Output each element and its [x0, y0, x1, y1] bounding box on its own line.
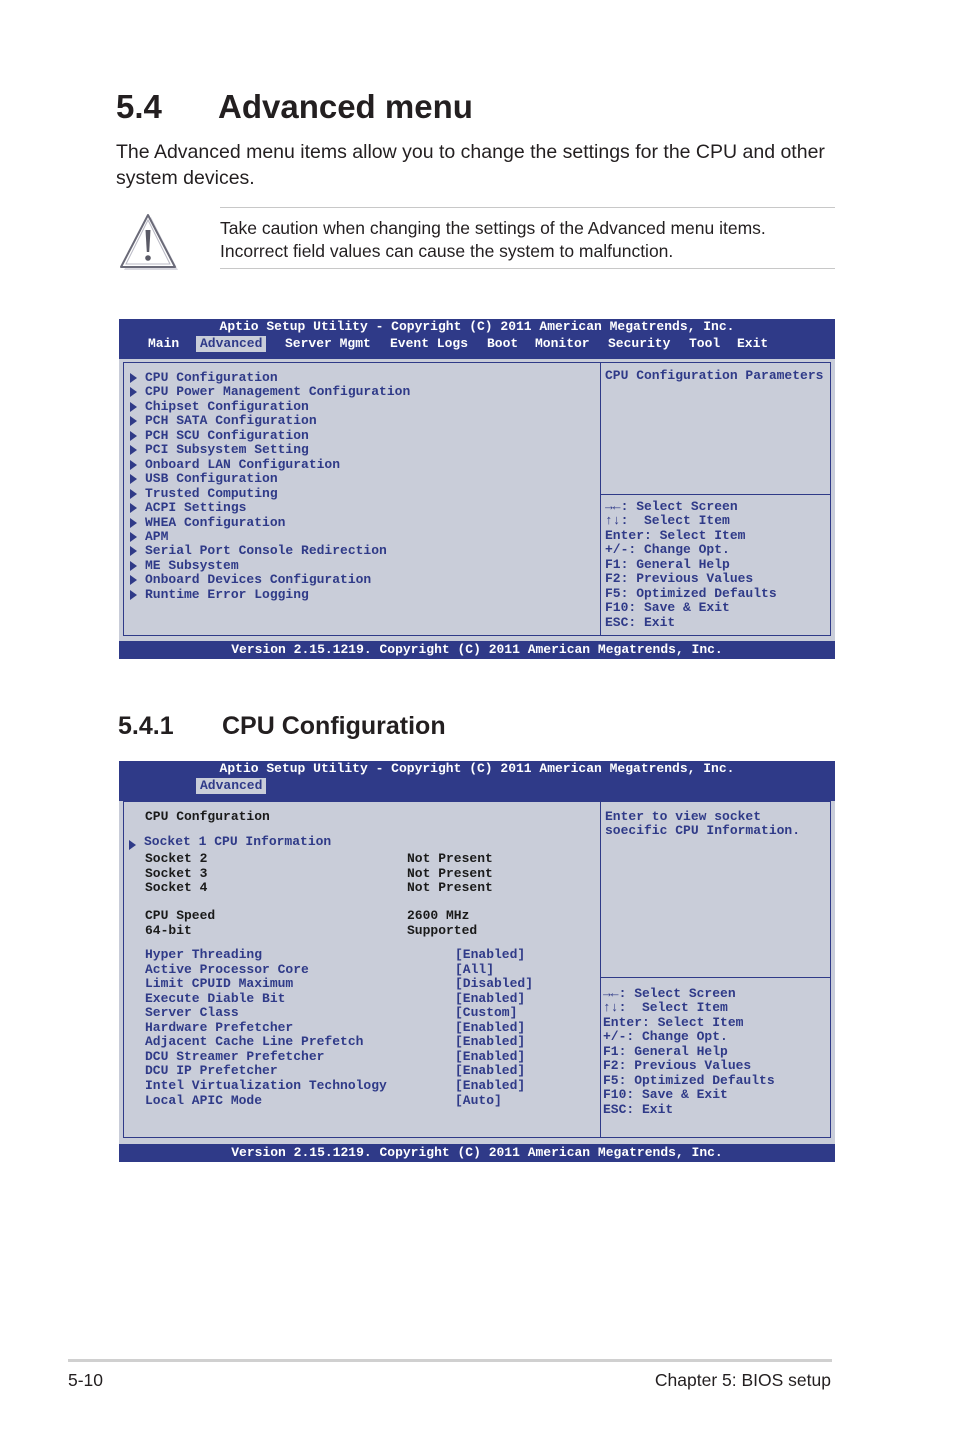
submenu-arrow-icon — [130, 402, 137, 412]
section-number: 5.4 — [116, 88, 162, 125]
menu-item-onboard-devices-configuration[interactable]: Onboard Devices Configuration — [145, 572, 372, 588]
key-hint: →←: Select Screen — [603, 986, 736, 1001]
setting-value-hardware-prefetcher[interactable]: [Enabled] — [455, 1019, 526, 1035]
menu-item-pci-subsystem-setting[interactable]: PCI Subsystem Setting — [145, 442, 309, 458]
bios-help-panel — [600, 362, 831, 495]
key-hint: ↑↓: Select Item — [603, 1000, 728, 1016]
submenu-arrow-icon — [129, 840, 136, 850]
tab-security[interactable]: Security — [608, 336, 671, 351]
bios-footer: Version 2.15.1219. Copyright (C) 2011 American Megatrends, Inc. — [119, 1144, 835, 1162]
setting-hardware-prefetcher[interactable]: Hardware Prefetcher — [145, 1019, 294, 1035]
menu-item-trusted-computing[interactable]: Trusted Computing — [145, 485, 278, 501]
menu-item-acpi-settings[interactable]: ACPI Settings — [145, 500, 247, 516]
submenu-arrow-icon — [130, 590, 137, 600]
tab-monitor[interactable]: Monitor — [535, 336, 590, 351]
setting-value-local-apic-mode[interactable]: [Auto] — [455, 1092, 502, 1108]
bios-help-text: Enter to view socket soecific CPU Information. — [605, 809, 801, 838]
key-hint: ↑↓: Select Item — [605, 513, 730, 529]
key-hint: +/-: Change Opt. — [603, 1029, 728, 1045]
socket-1-cpu-info-link[interactable]: Socket 1 CPU Information — [144, 834, 332, 849]
setting-limit-cpuid-maximum[interactable]: Limit CPUID Maximum — [145, 976, 294, 992]
subsection-number: 5.4.1 — [118, 712, 174, 740]
info-label-cpu-speed: CPU Speed — [145, 908, 216, 923]
submenu-arrow-icon — [130, 460, 137, 470]
page-number: 5-10 — [68, 1370, 104, 1390]
info-value-64-bit: Supported — [407, 922, 478, 938]
menu-item-runtime-error-logging[interactable]: Runtime Error Logging — [145, 586, 309, 602]
info-label-socket-2: Socket 2 — [145, 851, 208, 866]
menu-item-cpu-power-management-configuration[interactable]: CPU Power Management Configuration — [145, 384, 411, 400]
cpu-config-heading: CPU Confguration — [145, 809, 270, 824]
warning-triangle-icon — [118, 212, 180, 274]
bios-cpu-config-screen — [119, 761, 835, 1162]
submenu-arrow-icon — [130, 575, 137, 585]
submenu-arrow-icon — [130, 387, 137, 397]
setting-server-class[interactable]: Server Class — [145, 1005, 239, 1021]
menu-item-chipset-configuration[interactable]: Chipset Configuration — [145, 398, 309, 414]
key-hint: Enter: Select Item — [605, 527, 746, 543]
section-heading — [116, 88, 473, 126]
caution-text: Take caution when changing the settings of the Advanced menu items. Incorrect field values can cause the system to malfunction. — [220, 207, 835, 269]
setting-value-adjacent-cache-line-prefetch[interactable]: [Enabled] — [455, 1034, 526, 1050]
tab-advanced[interactable]: Advanced — [196, 778, 266, 794]
info-label-socket-3: Socket 3 — [145, 865, 208, 881]
menu-item-serial-port-console-redirection[interactable]: Serial Port Console Redirection — [145, 543, 387, 559]
setting-active-processor-core[interactable]: Active Processor Core — [145, 961, 309, 977]
key-hint: ESC: Exit — [605, 614, 676, 630]
bios-footer: Version 2.15.1219. Copyright (C) 2011 American Megatrends, Inc. — [119, 641, 835, 659]
chapter-label: Chapter 5: BIOS setup — [654, 1370, 831, 1390]
bios-keys-panel — [600, 977, 831, 1138]
key-hint: F2: Previous Values — [603, 1058, 752, 1074]
setting-value-dcu-streamer-prefetcher[interactable]: [Enabled] — [455, 1048, 526, 1064]
key-hint: Enter: Select Item — [603, 1014, 744, 1030]
submenu-arrow-icon — [130, 474, 137, 484]
submenu-arrow-icon — [130, 518, 137, 528]
submenu-arrow-icon — [130, 561, 137, 571]
subsection-heading — [118, 712, 446, 741]
tab-tool[interactable]: Tool — [689, 336, 721, 351]
bios-title-bar — [119, 761, 835, 801]
key-hint: →←: Select Screen — [605, 499, 738, 514]
footer-divider — [68, 1359, 832, 1362]
setting-value-execute-diable-bit[interactable]: [Enabled] — [455, 990, 526, 1006]
key-hint: F1: General Help — [605, 556, 730, 572]
bios-help-text: CPU Configuration Parameters — [605, 368, 824, 383]
info-value-cpu-speed: 2600 MHz — [407, 908, 470, 923]
tab-boot[interactable]: Boot — [487, 336, 519, 351]
tab-advanced[interactable]: Advanced — [196, 336, 266, 352]
setting-value-hyper-threading[interactable]: [Enabled] — [455, 947, 526, 962]
setting-dcu-ip-prefetcher[interactable]: DCU IP Prefetcher — [145, 1063, 278, 1079]
menu-item-pch-scu-configuration[interactable]: PCH SCU Configuration — [145, 427, 309, 443]
menu-item-usb-configuration[interactable]: USB Configuration — [145, 471, 278, 487]
bios-advanced-screen — [119, 319, 835, 659]
bios-title-bar — [119, 319, 835, 359]
submenu-arrow-icon — [130, 489, 137, 499]
setting-value-dcu-ip-prefetcher[interactable]: [Enabled] — [455, 1063, 526, 1079]
submenu-arrow-icon — [130, 416, 137, 426]
tab-exit[interactable]: Exit — [737, 336, 769, 351]
setting-adjacent-cache-line-prefetch[interactable]: Adjacent Cache Line Prefetch — [145, 1034, 364, 1050]
setting-value-limit-cpuid-maximum[interactable]: [Disabled] — [455, 976, 534, 992]
menu-item-onboard-lan-configuration[interactable]: Onboard LAN Configuration — [145, 456, 341, 472]
setting-execute-diable-bit[interactable]: Execute Diable Bit — [145, 990, 286, 1006]
key-hint: F2: Previous Values — [605, 571, 754, 587]
menu-item-pch-sata-configuration[interactable]: PCH SATA Configuration — [145, 413, 317, 429]
tab-event-logs[interactable]: Event Logs — [390, 336, 469, 351]
setting-dcu-streamer-prefetcher[interactable]: DCU Streamer Prefetcher — [145, 1048, 325, 1064]
bios-main-panel — [123, 362, 601, 636]
submenu-arrow-icon — [130, 445, 137, 455]
info-value-socket-2: Not Present — [407, 851, 493, 866]
menu-item-whea-configuration[interactable]: WHEA Configuration — [145, 514, 286, 530]
submenu-arrow-icon — [130, 431, 137, 441]
menu-item-me-subsystem[interactable]: ME Subsystem — [145, 557, 239, 573]
key-hint: +/-: Change Opt. — [605, 542, 730, 558]
key-hint: F5: Optimized Defaults — [605, 585, 777, 601]
setting-hyper-threading[interactable]: Hyper Threading — [145, 947, 263, 962]
info-label-socket-4: Socket 4 — [145, 880, 208, 895]
intro-paragraph: The Advanced menu items allow you to change the settings for the CPU and other system devices. — [116, 141, 825, 189]
section-title: Advanced menu — [218, 88, 473, 125]
menu-item-cpu-configuration[interactable]: CPU Configuration — [145, 370, 278, 385]
caution-note — [116, 206, 835, 270]
subsection-title: CPU Configuration — [222, 712, 446, 740]
bios-main-panel — [123, 801, 601, 1138]
menu-item-apm[interactable]: APM — [145, 528, 169, 544]
info-value-socket-3: Not Present — [407, 865, 493, 881]
bios-title: Aptio Setup Utility - Copyright (C) 2011 American Megatrends, Inc. — [219, 761, 735, 776]
setting-intel-virtualization-technology[interactable]: Intel Virtualization Technology — [145, 1077, 387, 1093]
tab-server-mgmt[interactable]: Server Mgmt — [285, 336, 371, 351]
key-hint: F5: Optimized Defaults — [603, 1072, 775, 1088]
key-hint: F1: General Help — [603, 1043, 728, 1059]
tab-main[interactable]: Main — [148, 336, 180, 351]
bios-help-panel — [600, 801, 831, 978]
bios-keys-panel — [600, 494, 831, 636]
bios-title: Aptio Setup Utility - Copyright (C) 2011 American Megatrends, Inc. — [219, 319, 735, 334]
setting-value-intel-virtualization-technology[interactable]: [Enabled] — [455, 1077, 526, 1093]
key-hint: ESC: Exit — [603, 1101, 674, 1117]
key-hint: F10: Save & Exit — [605, 600, 730, 616]
setting-value-active-processor-core[interactable]: [All] — [455, 961, 495, 977]
submenu-arrow-icon — [130, 503, 137, 513]
submenu-arrow-icon — [130, 532, 137, 542]
info-label-64-bit: 64-bit — [145, 922, 192, 938]
info-value-socket-4: Not Present — [407, 880, 493, 895]
submenu-arrow-icon — [130, 546, 137, 556]
key-hint: F10: Save & Exit — [603, 1087, 728, 1103]
setting-local-apic-mode[interactable]: Local APIC Mode — [145, 1092, 263, 1108]
setting-value-server-class[interactable]: [Custom] — [455, 1005, 518, 1021]
submenu-arrow-icon — [130, 373, 137, 383]
